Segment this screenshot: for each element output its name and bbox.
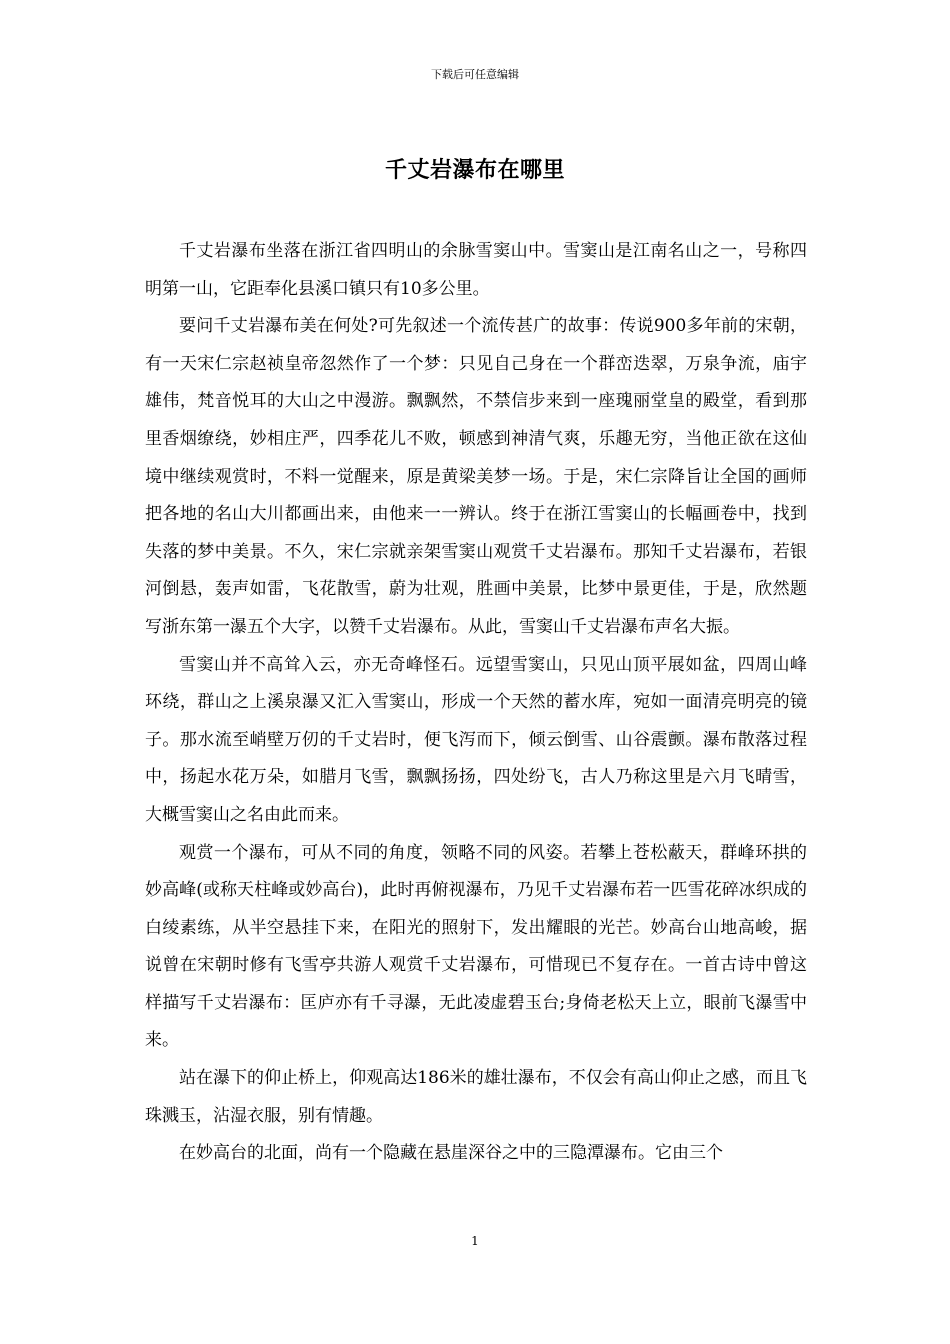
page-number: 1	[471, 1234, 479, 1248]
document-title: 千丈岩瀑布在哪里	[384, 157, 565, 183]
paragraph-4: 观赏一个瀑布，可从不同的角度，领略不同的风姿。若攀上苍松蔽天，群峰环拱的妙高峰(或称天柱峰或妙高台)，此时再俯视瀑布，乃见千丈岩瀑布若一匹雪花碎冰织成的白绫素练，从半空悬挂下来，在阳光的照射下，发出耀眼的光芒。妙高台山地高峻，据说曾在宋朝时修有飞雪亭共游人观赏千丈岩瀑布，可惜现已不复存在。一首古诗中曾这样描写千丈岩瀑布：匡庐亦有千寻瀑，无此凌虚碧玉台;身倚老松天上立，眼前飞瀑雪中来。	[145, 842, 807, 1051]
paragraph-5: 站在瀑下的仰止桥上，仰观高达186米的雄壮瀑布，不仅会有高山仰止之感，而且飞珠溅玉，沾湿衣服，别有情趣。	[145, 1068, 807, 1126]
paragraph-6: 在妙高台的北面，尚有一个隐藏在悬崖深谷之中的三隐潭瀑布。它由三个	[179, 1143, 723, 1164]
paragraph-3: 雪窦山并不高耸入云，亦无奇峰怪石。远望雪窦山，只见山顶平展如盆，四周山峰环绕，群山之上溪泉瀑又汇入雪窦山，形成一个天然的蓄水库，宛如一面清亮明亮的镜子。那水流至峭壁万仞的千丈岩时，便飞泻而下，倾云倒雪、山谷震颤。瀑布散落过程中，扬起水花万朵，如腊月飞雪，飘飘扬扬，四处纷飞，古人乃称这里是六月飞晴雪，大概雪窦山之名由此而来。	[145, 654, 807, 825]
paragraph-2: 要问千丈岩瀑布美在何处?可先叙述一个流传甚广的故事：传说900多年前的宋朝，有一天宋仁宗赵祯皇帝忽然作了一个梦：只见自己身在一个群峦迭翠，万泉争流，庙宇雄伟，梵音悦耳的大山之中漫游。飘飘然，不禁信步来到一座瑰丽堂皇的殿堂，看到那里香烟缭绕，妙相庄严，四季花儿不败，顿感到神清气爽，乐趣无穷，当他正欲在这仙境中继续观赏时，不料一觉醒来，原是黄梁美梦一场。于是，宋仁宗降旨让全国的画师把各地的名山大川都画出来，由他来一一辨认。终于在浙江雪窦山的长幅画卷中，找到失落的梦中美景。不久，宋仁宗就亲架雪窦山观赏千丈岩瀑布。那知千丈岩瀑布，若银河倒悬，轰声如雷，飞花散雪，蔚为壮观，胜画中美景，比梦中景更佳，于是，欣然题写浙东第一瀑五个大字，以赞千丈岩瀑布。从此，雪窦山千丈岩瀑布声名大振。	[145, 316, 807, 637]
header-note: 下载后可任意编辑	[431, 68, 519, 81]
paragraph-1: 千丈岩瀑布坐落在浙江省四明山的余脉雪窦山中。雪窦山是江南名山之一，号称四明第一山，它距奉化县溪口镇只有10多公里。	[145, 241, 807, 299]
body-text	[145, 233, 807, 1173]
